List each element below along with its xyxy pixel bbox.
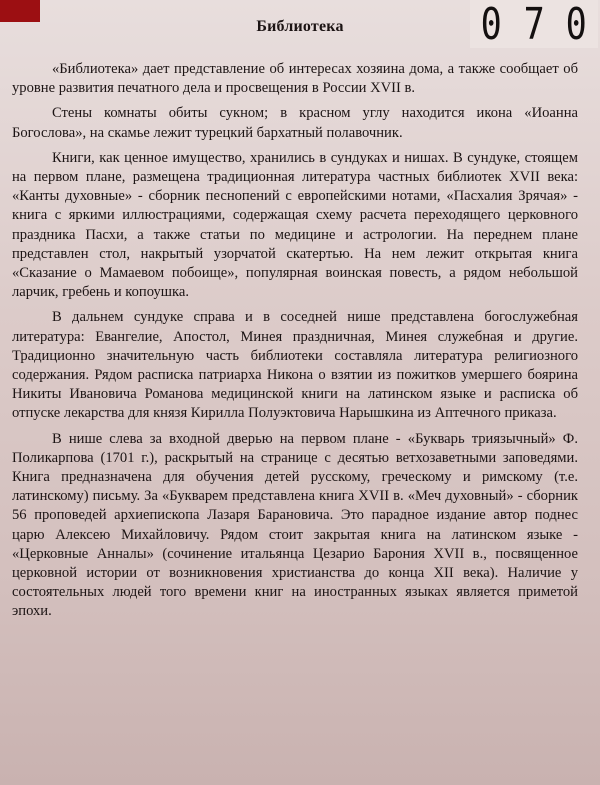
plate-digit: 7 (523, 0, 545, 50)
paragraph: В нише слева за входной дверью на первом плане - «Букварь триязычный» Ф. Поликарпова (1701 г.), раскрытый на странице с десятью ветхозаветными заповедями. Книга предназначена для обучения детей русскому, греческому и римскому (т.е. латинскому) письму. За «Букварем представлена книга XVII в. «Меч духовный» - сборник 56 проповедей архиепископа Лазаря Барановича. Это парадное издание автор поднес царю Алексею Михайловичу. Рядом стоит закрытая книга на латинском языке - «Церковные Анналы» (сочинение итальянца Цезарио Барония XVII в., посвященное церковной истории от возникновения христианства до конца XII века). Наличие у состоятельных людей того времени книг на иностранных языках является приметой эпохи. (12, 430, 578, 620)
paragraph: «Библиотека» дает представление об интересах хозяина дома, а также сообщает об уровне развития печатного дела и просвещения в России XVII в. (12, 61, 578, 97)
paragraph: В дальнем сундуке справа и в соседней нише представлена богослужебная литература: Евангелие, Апостол, Минея праздничная, Минея служебная и другие. Традиционно значительную часть библиотеки составляла литература религиозного содержания. Рядом расписка патриарха Никона о взятии из пожитков умершего боярина Никиты Ивановича Романова медицинской книги на латинском языке и расписка об отпуске лекарства для князя Кирилла Полуэктовича Нарышкина из Аптечного приказа. (12, 309, 578, 422)
plate-digit: 0 (566, 0, 588, 50)
plate-digit: 0 (480, 0, 502, 50)
paragraph: Стены комнаты обиты сукном; в красном углу находится икона «Иоанна Богослова», на скамье лежит турецкий бархатный полавочник. (12, 105, 578, 141)
body-text (12, 60, 578, 628)
paragraph: Книги, как ценное имущество, хранились в сундуках и нишах. В сундуке, стоящем на первом плане, размещена традиционная литература частных библиотек XVII века: «Канты духовные» - сборник песнопений с европейскими нотами, «Пасхалия Зрячая» - книга с яркими иллюстрациями, содержащая схему расчета переходящего церковного праздника Пасхи, а также статьи по медицине и астрологии. На переднем плане представлен стол, накрытый узорчатой скатертью. На нем лежит открытая книга «Сказание о Мамаевом побоище», популярная воинская повесть, а рядом небольшой ларчик, гребень и копоушка. (12, 149, 578, 301)
room-number-plate (470, 0, 598, 48)
page-title: Библиотека (256, 18, 344, 35)
